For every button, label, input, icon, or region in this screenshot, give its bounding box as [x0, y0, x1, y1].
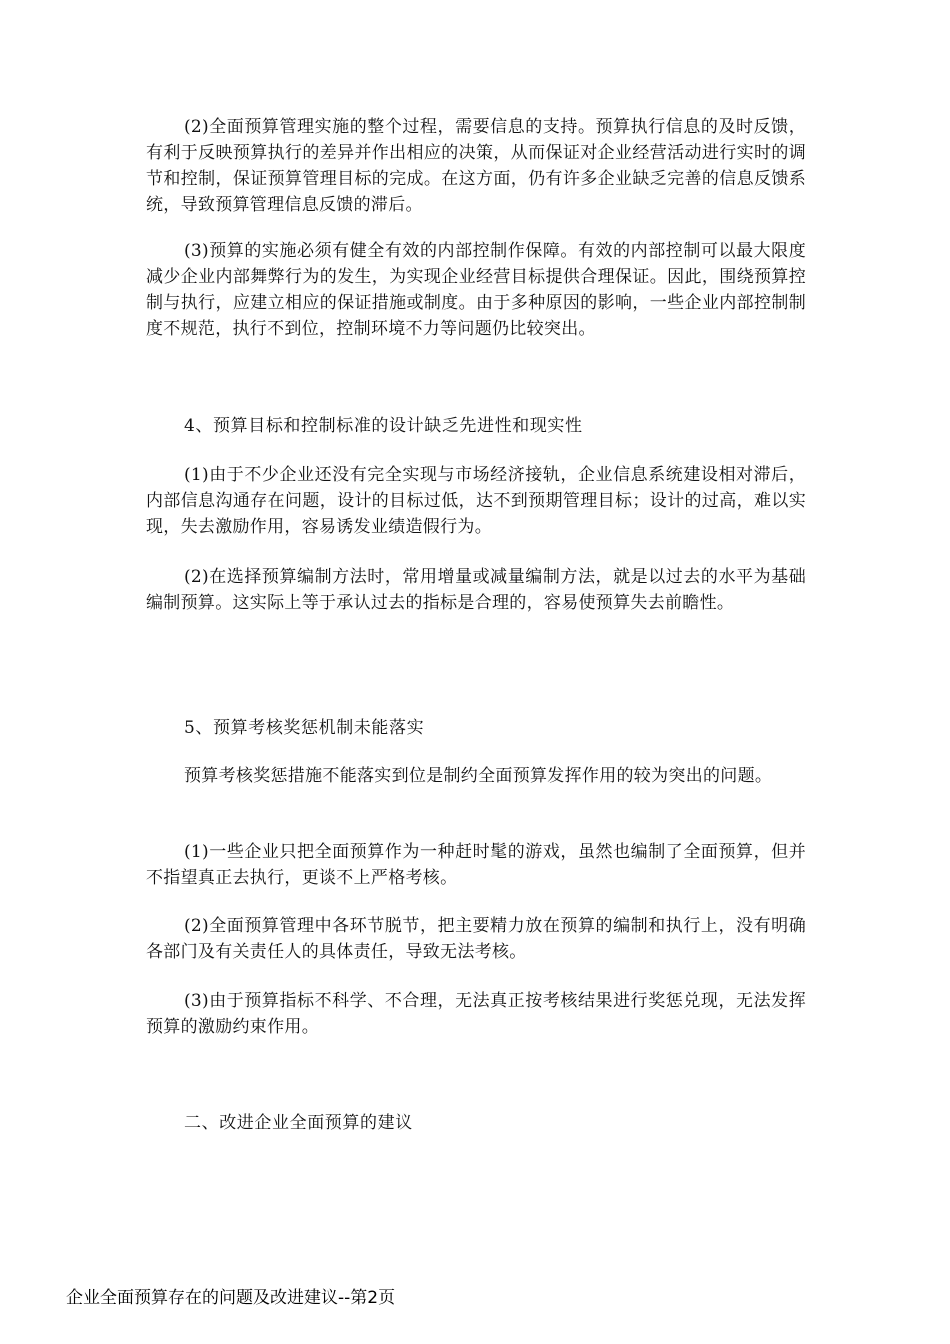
paragraph-info-support: (2)全面预算管理实施的整个过程，需要信息的支持。预算执行信息的及时反馈，有利于反映预算执行的差异并作出相应的决策，从而保证对企业经营活动进行实时的调节和控制，保证预算管理目标的完成。在这方面，仍有许多企业缺乏完善的信息反馈系统，导致预算管理信息反馈的滞后。 — [146, 117, 806, 215]
heading-item-4: 4、预算目标和控制标准的设计缺乏先进性和现实性 — [184, 416, 583, 436]
paragraph-reward-3: (3)由于预算指标不科学、不合理，无法真正按考核结果进行奖惩兑现，无法发挥预算的激励约束作用。 — [146, 991, 806, 1037]
paragraph-target-design: (1)由于不少企业还没有完全实现与市场经济接轨，企业信息系统建设相对滞后，内部信息沟通存在问题，设计的目标过低，达不到预期管理目标；设计的过高，难以实现，失去激励作用，容易诱发业绩造假行为。 — [146, 465, 806, 537]
page-footer: 企业全面预算存在的问题及改进建议--第2页 — [66, 1288, 396, 1308]
paragraph-reward-intro: 预算考核奖惩措施不能落实到位是制约全面预算发挥作用的较为突出的问题。 — [184, 766, 773, 786]
paragraph-reward-1: (1)一些企业只把全面预算作为一种赶时髦的游戏，虽然也编制了全面预算，但并不指望真正去执行，更谈不上严格考核。 — [146, 842, 806, 888]
paragraph-budget-method: (2)在选择预算编制方法时，常用增量或减量编制方法，就是以过去的水平为基础编制预算。这实际上等于承认过去的指标是合理的，容易使预算失去前瞻性。 — [146, 567, 806, 613]
paragraph-internal-control: (3)预算的实施必须有健全有效的内部控制作保障。有效的内部控制可以最大限度减少企业内部舞弊行为的发生，为实现企业经营目标提供合理保证。因此，围绕预算控制与执行，应建立相应的保证措施或制度。由于多种原因的影响，一些企业内部控制制度不规范，执行不到位，控制环境不力等问题仍比较突出。 — [146, 241, 806, 339]
heading-item-5: 5、预算考核奖惩机制未能落实 — [184, 718, 425, 738]
paragraph-reward-2: (2)全面预算管理中各环节脱节，把主要精力放在预算的编制和执行上，没有明确各部门及有关责任人的具体责任，导致无法考核。 — [146, 916, 806, 962]
heading-section-2: 二、改进企业全面预算的建议 — [184, 1113, 413, 1133]
